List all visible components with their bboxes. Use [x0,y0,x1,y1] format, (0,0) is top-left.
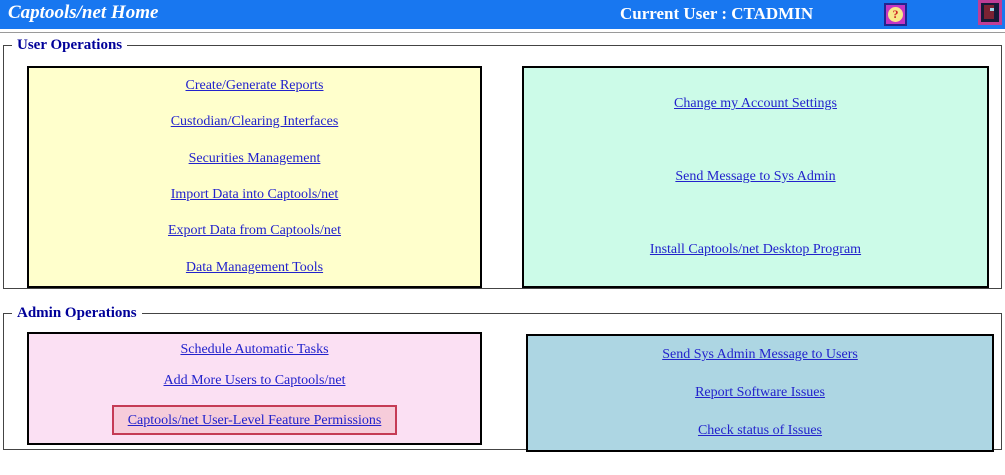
help-icon[interactable] [884,3,907,26]
admin-operations-panels [4,322,1001,452]
link-import-data[interactable]: Import Data into Captools/net [170,187,339,203]
section-user-operations [3,37,1002,289]
section-admin-operations [3,305,1002,450]
link-export-data[interactable]: Export Data from Captools/net [167,223,342,239]
user-operations-title: User Operations [17,37,123,53]
link-change-account-settings[interactable]: Change my Account Settings [674,96,837,112]
user-ops-right-panel [522,66,989,288]
link-user-level-feature-permissions[interactable]: Captools/net User-Level Feature Permissions [127,413,382,429]
link-data-management-tools[interactable]: Data Management Tools [185,259,324,275]
app-header [0,0,1005,29]
link-securities-management[interactable]: Securities Management [188,150,321,166]
user-ops-left-panel [27,66,482,288]
admin-operations-title: Admin Operations [17,305,137,321]
admin-ops-left-panel [27,332,482,445]
exit-door-icon[interactable] [978,0,1002,25]
link-add-more-users[interactable]: Add More Users to Captools/net [163,373,346,389]
user-operations-panels [4,54,1001,288]
link-custodian-clearing-interfaces[interactable]: Custodian/Clearing Interfaces [170,114,339,130]
link-send-message-sys-admin[interactable]: Send Message to Sys Admin [675,168,836,184]
question-mark-glyph: ? [888,7,903,22]
link-send-sys-admin-message-users[interactable]: Send Sys Admin Message to Users [662,347,858,362]
admin-ops-right-panel [526,334,994,452]
header-separator [0,32,1005,33]
link-report-software-issues[interactable]: Report Software Issues [695,385,825,400]
page-title: Captools/net Home [8,2,159,23]
link-check-status-issues[interactable]: Check status of Issues [697,423,823,438]
link-schedule-automatic-tasks[interactable]: Schedule Automatic Tasks [180,341,329,357]
link-create-generate-reports[interactable]: Create/Generate Reports [185,78,324,94]
highlight-box [112,405,398,435]
link-install-desktop-program[interactable]: Install Captools/net Desktop Program [649,241,862,257]
door-handle-icon [990,8,994,11]
current-user-label: Current User : CTADMIN [620,4,814,23]
